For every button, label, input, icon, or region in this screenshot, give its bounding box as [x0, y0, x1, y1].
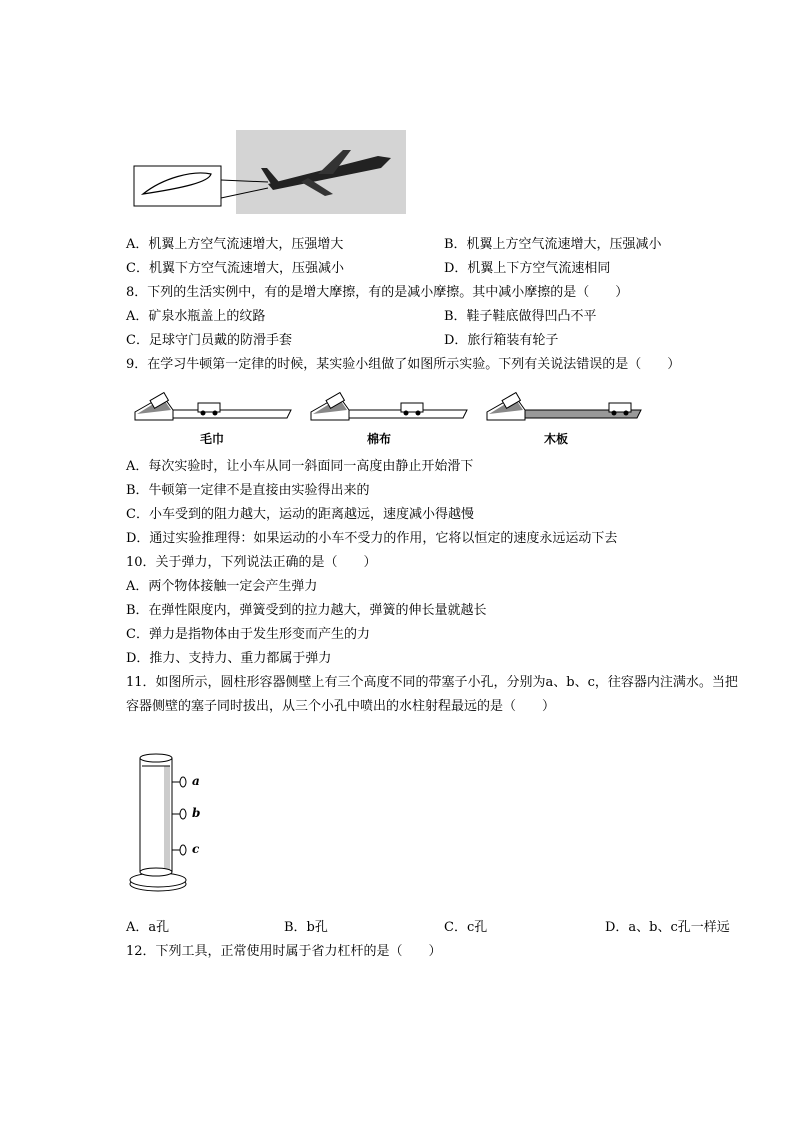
q8-option-a[interactable]: A．矿泉水瓶盖上的纹路	[126, 309, 266, 324]
q10-option-b[interactable]: B．在弹性限度内，弹簧受到的拉力越大，弹簧的伸长量就越长	[126, 603, 487, 618]
q9-option-d[interactable]: D．通过实验推理得：如果运动的小车不受力的作用，它将以恒定的速度永远运动下去	[126, 531, 618, 546]
q10-option-d[interactable]: D．推力、支持力、重力都属于弹力	[126, 651, 332, 666]
q7-option-b[interactable]: B．机翼上方空气流速增大，压强减小	[444, 237, 662, 252]
q7-option-d[interactable]: D．机翼上下方空气流速相同	[444, 261, 611, 276]
hole-c-label: c	[192, 842, 200, 856]
q8-option-b[interactable]: B．鞋子鞋底做得凹凸不平	[444, 309, 597, 324]
airplane-wing-figure	[133, 128, 408, 218]
wing-section-box	[134, 166, 221, 206]
q11-stem-line1: 11．如图所示，圆柱形容器侧壁上有三个高度不同的带塞子小孔，分别为a、b、c，往容器内注满水。当把	[126, 675, 738, 690]
q9-option-a[interactable]: A．每次实验时，让小车从同一斜面同一高度由静止开始滑下	[126, 459, 474, 474]
q10-option-c[interactable]: C．弹力是指物体由于发生形变而产生的力	[126, 627, 370, 642]
q9-option-b[interactable]: B．牛顿第一定律不是直接由实验得出来的	[126, 483, 370, 498]
q7-option-c[interactable]: C．机翼下方空气流速增大，压强减小	[126, 261, 344, 276]
q10-option-a[interactable]: A．两个物体接触一定会产生弹力	[126, 579, 318, 594]
q8-option-c[interactable]: C．足球守门员戴的防滑手套	[126, 333, 292, 348]
q11-option-c[interactable]: C．c孔	[444, 920, 488, 935]
q11-option-d[interactable]: D．a、b、c孔一样远	[605, 920, 730, 935]
q7-option-a[interactable]: A．机翼上方空气流速增大，压强增大	[126, 237, 344, 252]
q12-stem: 12．下列工具，正常使用时属于省力杠杆的是（ ）	[126, 944, 442, 959]
q8-stem: 8．下列的生活实例中，有的是增大摩擦，有的是减小摩擦。其中减小摩擦的是（ ）	[126, 285, 629, 300]
q8-option-d[interactable]: D．旅行箱装有轮子	[444, 333, 559, 348]
q11-option-a[interactable]: A．a孔	[126, 920, 170, 935]
q10-stem: 10．关于弹力，下列说法正确的是（ ）	[126, 555, 377, 570]
q9-label-towel: 毛巾	[200, 432, 225, 446]
cotton-surface-setup	[311, 393, 467, 420]
hole-a-label: a	[192, 774, 200, 788]
q11-stem-line2: 容器侧壁的塞子同时拔出，从三个小孔中喷出的水柱射程最远的是（ ）	[126, 699, 556, 714]
q9-stem: 9．在学习牛顿第一定律的时候，某实验小组做了如图所示实验。下列有关说法错误的是（ ）	[126, 357, 681, 372]
wood-surface-setup	[487, 393, 641, 420]
q9-option-c[interactable]: C．小车受到的阻力越大，运动的距离越远，速度减小得越慢	[126, 507, 474, 522]
hole-a-icon	[172, 777, 186, 787]
q9-label-wood: 木板	[544, 432, 569, 446]
q11-option-b[interactable]: B．b孔	[284, 920, 328, 935]
hole-c-icon	[172, 845, 186, 855]
towel-surface-setup	[135, 393, 291, 420]
q9-label-cotton: 棉布	[367, 432, 392, 446]
cylinder-container-figure	[128, 744, 218, 896]
newton-first-law-figure	[133, 386, 643, 426]
hole-b-label: b	[192, 806, 201, 820]
hole-b-icon	[172, 809, 186, 819]
